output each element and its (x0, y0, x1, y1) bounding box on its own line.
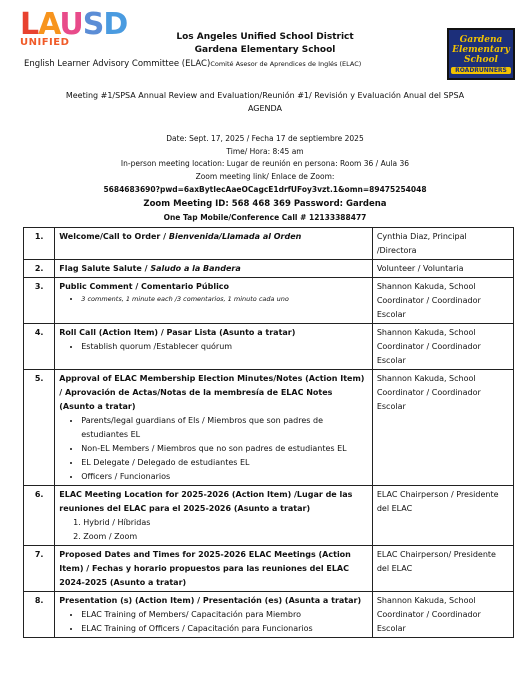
list-item: • Establish quorum /Establecer quórum (81, 340, 368, 354)
presenter-cell: Shannon Kakuda, School Coordinator / Coordinador Escolar (372, 324, 513, 370)
table-row (24, 592, 514, 638)
item-title: Proposed Dates and Times for 2025-2026 ELAC Meetings (Action Item) / Fechas y horario propuestos para las reuniones del ELAC 2024-2025 (Asunto a tratar) (59, 550, 351, 587)
list-item: 1. Hybrid / Híbridas (83, 516, 368, 530)
presenter-cell: Shannon Kakuda, School Coordinator / Coordinador Escolar (372, 592, 513, 638)
presenter-cell: Shannon Kakuda, School Coordinator / Coordinador Escolar (372, 370, 513, 486)
item-cell (55, 228, 373, 260)
item-numbered-list (59, 516, 368, 544)
school-logo-line: School (464, 54, 498, 65)
item-bullets (59, 340, 368, 354)
item-title: Public Comment / Comentario Público (59, 282, 230, 291)
meeting-date: Date: Sept. 17, 2025 / Fecha 17 de septiembre 2025 (166, 134, 364, 143)
meeting-location: In-person meeting location: Lugar de reunión en persona: Room 36 / Aula 36 (120, 159, 410, 168)
logo-letter: A (38, 7, 60, 42)
table-row (24, 370, 514, 486)
item-number: 6. (24, 486, 55, 546)
table-row (24, 486, 514, 546)
list-item: • Officers / Funcionarios (81, 470, 368, 484)
list-item: • ELAC Training of Members/ Capacitación para Miembro (81, 608, 368, 622)
table-row (24, 324, 514, 370)
item-cell (55, 592, 373, 638)
zoom-meeting-id: Zoom Meeting ID: 568 468 369 Password: Gardena (143, 199, 387, 209)
item-title: Roll Call (Action Item) / Pasar Lista (Asunto a tratar) (59, 328, 296, 337)
item-bullets (59, 294, 368, 304)
presenter-cell: Volunteer / Voluntaria (372, 260, 513, 278)
item-bullets (59, 414, 368, 484)
item-cell (55, 260, 373, 278)
item-cell (55, 486, 373, 546)
committee-name (24, 58, 361, 70)
school-logo-banner: ROADRUNNERS (451, 67, 511, 74)
table-row (24, 546, 514, 592)
school-name: Gardena Elementary School (194, 45, 336, 55)
presenter-cell: ELAC Chairperson / Presidente del ELAC (372, 486, 513, 546)
meeting-title-block (0, 89, 530, 115)
table-row (24, 260, 514, 278)
list-item: • EL Delegate / Delegado de estudiantes EL (81, 456, 368, 470)
logo-letter: S (82, 7, 104, 42)
list-item: • Non-EL Members / Miembros que no son padres de estudiantes EL (81, 442, 368, 456)
item-title-es: Saludo a la Bandera (150, 264, 241, 273)
list-item: • ELAC Training of Officers / Capacitación para Funcionarios (81, 622, 368, 636)
district-name: Los Angeles Unified School District (176, 32, 354, 42)
logo-subtitle: UNIFIED (20, 37, 70, 48)
item-cell (55, 546, 373, 592)
item-number: 1. (24, 228, 55, 260)
school-logo-line: Elementary (452, 44, 510, 55)
item-cell (55, 324, 373, 370)
item-number: 3. (24, 278, 55, 324)
committee-name-en: English Learner Advisory Committee (ELAC) (24, 59, 211, 69)
item-title: Welcome/Call to Order / (59, 232, 169, 241)
item-number: 4. (24, 324, 55, 370)
zoom-link-label: Zoom meeting link/ Enlace de Zoom: (195, 172, 335, 181)
item-title: Flag Salute Salute / (59, 264, 151, 273)
school-logo-line: Gardena (459, 34, 503, 45)
presenter-cell: Shannon Kakuda, School Coordinator / Coordinador Escolar (372, 278, 513, 324)
item-number: 8. (24, 592, 55, 638)
meeting-title: Meeting #1/SPSA Annual Review and Evaluation/Reunión #1/ Revisión y Evaluación Anual del SPSA (65, 91, 465, 100)
list-item: 2. Zoom / Zoom (83, 530, 368, 544)
committee-name-es: Comité Asesor de Aprendices de Inglés (ELAC) (210, 60, 362, 68)
agenda-table (23, 227, 514, 638)
logo-letter: U (59, 7, 83, 42)
presenter-cell: ELAC Chairperson/ Presidente del ELAC (372, 546, 513, 592)
item-title: ELAC Meeting Location for 2025-2026 (Action Item) /Lugar de las reuniones del ELAC para el 2025-2026 (Asunto a tratar) (59, 490, 353, 513)
table-row (24, 228, 514, 260)
item-cell (55, 370, 373, 486)
zoom-link[interactable]: 5684683690?pwd=6axBytIecAaeOCagcE1drfUFoy3vzt.1&omn=89475254048 (103, 185, 427, 194)
item-title-es: Bienvenida/Llamada al Orden (168, 232, 302, 241)
logo-letter: L (20, 7, 39, 42)
presenter-cell: Cynthia Diaz, Principal /Directora (372, 228, 513, 260)
item-title: Approval of ELAC Membership Election Minutes/Notes (Action Item) / Aprovación de Actas/Notas de la membresía de ELAC Notes (Asunto a tratar) (59, 374, 365, 411)
list-item: • 3 comments, 1 minute each /3 comentarios, 1 minuto cada uno (81, 294, 368, 304)
item-number: 5. (24, 370, 55, 486)
item-bullets (59, 608, 368, 636)
meeting-time: Time/ Hora: 8:45 am (226, 147, 304, 156)
table-row (24, 278, 514, 324)
logo-letter: D (103, 7, 128, 42)
item-title: Presentation (s) (Action Item) / Presentación (es) (Asunta a tratar) (59, 596, 362, 605)
item-cell (55, 278, 373, 324)
one-tap-number: One Tap Mobile/Conference Call # 12133388477 (163, 213, 367, 222)
list-item: • Parents/legal guardians of Els / Miembros que son padres de estudiantes EL (81, 414, 368, 442)
item-number: 2. (24, 260, 55, 278)
agenda-heading: AGENDA (247, 104, 283, 113)
item-number: 7. (24, 546, 55, 592)
